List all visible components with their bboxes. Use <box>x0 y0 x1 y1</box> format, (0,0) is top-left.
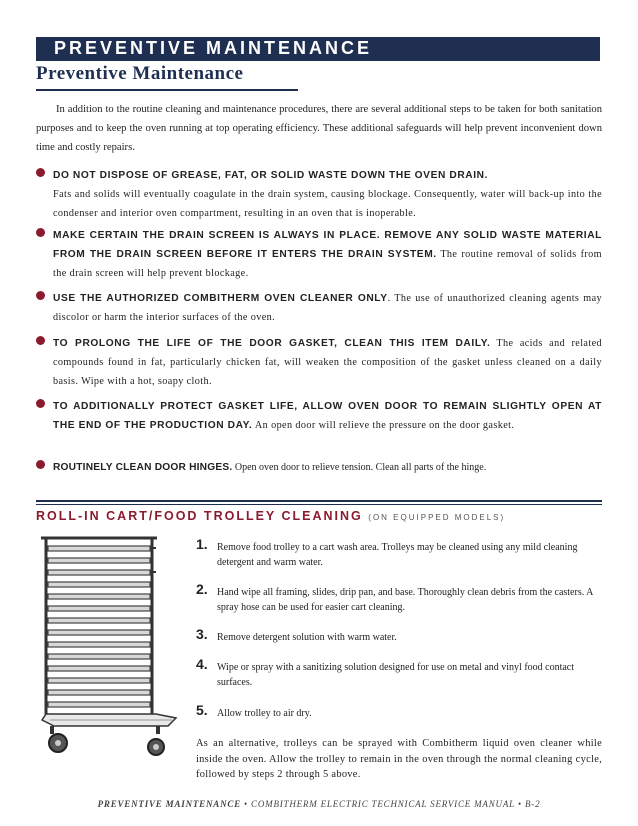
section-title: ROLL-IN CART/FOOD TROLLEY CLEANING (ON EQUIPPED MODELS) <box>36 509 506 523</box>
section-note: (ON EQUIPPED MODELS) <box>368 513 506 522</box>
bullet-heading: TO ADDITIONALLY PROTECT GASKET LIFE, ALLOW OVEN DOOR TO REMAIN SLIGHTLY OPEN AT THE END OF THE PRODUCTION DAY. <box>53 401 602 431</box>
step-text: Wipe or spray with a sanitizing solution designed for use on metal and vinyl food contact surfaces. <box>217 662 575 688</box>
footer-section: PREVENTIVE MAINTENANCE <box>97 799 241 809</box>
bullet-item <box>36 226 602 283</box>
heading-underline <box>36 89 298 91</box>
bullet-item <box>36 458 602 477</box>
step-text: Remove detergent solution with warm water. <box>217 632 397 643</box>
bullet-heading: ROUTINELY CLEAN DOOR HINGES. <box>53 462 233 473</box>
bullet-item <box>36 334 602 391</box>
bullet-body: Open oven door to relieve tension. Clean all parts of the hinge. <box>234 462 487 473</box>
step-text: Hand wipe all framing, slides, drip pan, and base. Thoroughly clean debris from the casters. A spray hose can be used for easier cart cleaning. <box>217 587 593 613</box>
bullet-dot-icon <box>36 336 45 345</box>
bullet-body: The acids and related compounds found in fat, particularly chicken fat, will weaken the composition of the gasket unless cleaned on a daily basis. Wipe with a hot, soapy cloth. <box>53 338 602 387</box>
step-number: 4. <box>196 656 208 672</box>
section-banner <box>36 37 600 61</box>
section-divider <box>36 500 602 502</box>
banner-title: PREVENTIVE MAINTENANCE <box>54 38 373 58</box>
bullet-heading: MAKE CERTAIN THE DRAIN SCREEN IS ALWAYS IN PLACE. REMOVE ANY SOLID WASTE MATERIAL FROM THE DRAIN SCREEN BEFORE IT ENTERS THE DRAIN SYSTEM. <box>53 230 602 260</box>
step-text: Remove food trolley to a cart wash area. Trolleys may be cleaned using any mild cleaning detergent and warm water. <box>217 542 578 568</box>
step-number: 2. <box>196 581 208 597</box>
cleaning-step <box>196 536 602 570</box>
bullet-body: . The use of unauthorized cleaning agents may discolor or harm the interior surfaces of the oven. <box>53 293 602 323</box>
step-number: 3. <box>196 626 208 642</box>
bullet-item <box>36 397 602 435</box>
bullet-dot-icon <box>36 228 45 237</box>
bullet-body: An open door will relieve the pressure on the door gasket. <box>254 420 515 431</box>
food-trolley-illustration <box>36 528 186 760</box>
cleaning-step <box>196 656 602 690</box>
step-text: Allow trolley to air dry. <box>217 708 312 719</box>
cleaning-step <box>196 581 602 615</box>
bullet-item <box>36 289 602 327</box>
page-heading: Preventive Maintenance <box>36 63 244 84</box>
step-number: 5. <box>196 702 208 718</box>
page-footer: PREVENTIVE MAINTENANCE • COMBITHERM ELECTRIC TECHNICAL SERVICE MANUAL • B-2 <box>97 799 541 809</box>
bullet-heading: USE THE AUTHORIZED COMBITHERM OVEN CLEANER ONLY <box>53 293 388 304</box>
bullet-body: The routine removal of solids from the drain screen will help prevent blockage. <box>53 249 602 279</box>
bullet-heading: TO PROLONG THE LIFE OF THE DOOR GASKET, CLEAN THIS ITEM DAILY. <box>53 338 491 349</box>
cleaning-step <box>196 626 602 645</box>
intro-paragraph: In addition to the routine cleaning and maintenance procedures, there are several additional steps to be taken for both sanitation purposes and to keep the oven running at top operating efficiency. These additional safeguards will help prevent inconvenient down time and costly repairs. <box>36 104 602 153</box>
step-number: 1. <box>196 536 208 552</box>
bullet-body: Fats and solids will eventually coagulate in the drain system, causing blockage. Consequently, water will back-up into the condenser and interior oven compartment, resulting in an oven that is inoperable. <box>53 189 602 219</box>
bullet-heading: DO NOT DISPOSE OF GREASE, FAT, OR SOLID WASTE DOWN THE OVEN DRAIN. <box>53 170 489 181</box>
bullet-dot-icon <box>36 399 45 408</box>
alternative-note: As an alternative, trolleys can be sprayed with Combitherm liquid oven cleaner while inside the oven. Allow the trolley to remain in the oven through the normal cleaning cycle, followed by steps 2 through 5 above. <box>196 738 602 780</box>
footer-page-number: B-2 <box>524 799 541 809</box>
bullet-dot-icon <box>36 460 45 469</box>
bullet-item <box>36 166 602 223</box>
bullet-dot-icon <box>36 291 45 300</box>
cleaning-step <box>196 702 602 721</box>
footer-manual: COMBITHERM ELECTRIC TECHNICAL SERVICE MANUAL <box>251 799 515 809</box>
bullet-dot-icon <box>36 168 45 177</box>
section-divider <box>36 504 602 505</box>
